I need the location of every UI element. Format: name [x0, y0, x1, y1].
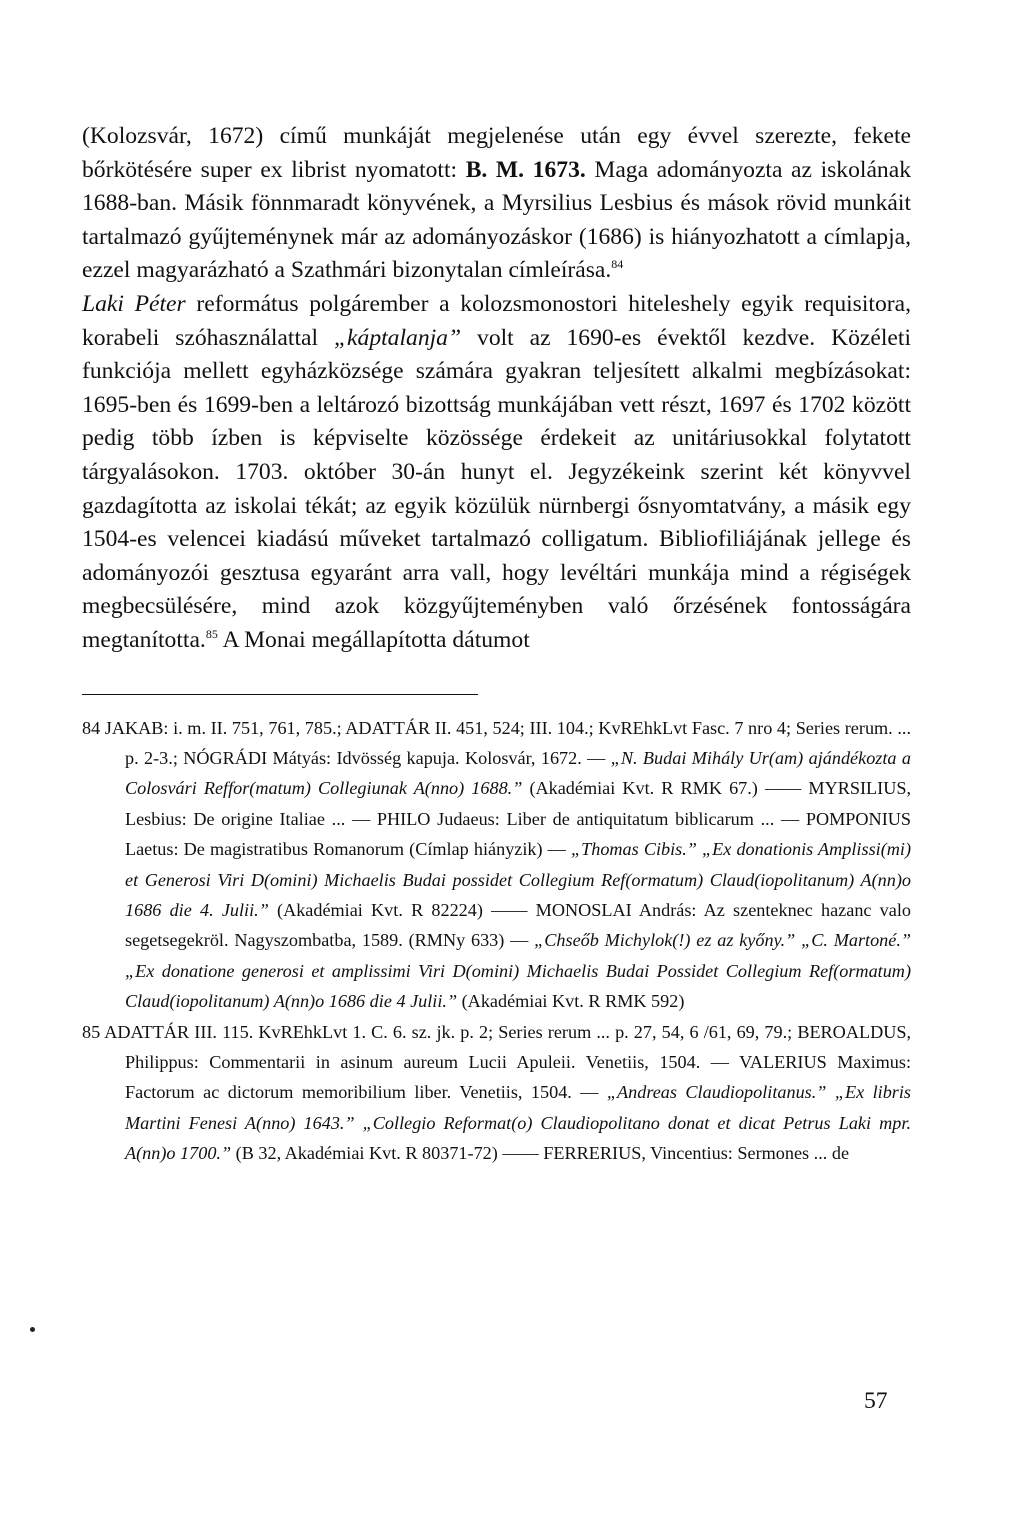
margin-mark: [30, 1327, 35, 1332]
fn84-text-3: (Akadémiai Kvt. R 82224) —— MONOSLAI András: Az szenteknec hazanc valo segetsegekröl. Nagyszombatba, 1589. (RMNy 633) —: [125, 899, 911, 951]
fn84-italic-3: „Chseőb Michylok(!) ez az kyőny.” „C. Martoné.” „Ex donatione generosi et amplissimi Viri D(omini) Michaelis Budai Possidet Collegium Ref(ormatum) Claud(iopolitanum) A(nn)o 1686 die 4 Julii.”: [125, 930, 911, 1012]
fn84-text-2: (Akadémiai Kvt. R RMK 67.) —— MYRSILIUS, Lesbius: De origine Italiae ... — PHILO Judaeus: Liber de antiquitatum biblicarum ... — POMPONIUS Laetus: De magistratibus Romanorum (Címlap hiányzik) —: [125, 778, 912, 860]
page-number: 57: [864, 1388, 888, 1414]
p1-text-a: (Kolozsvár, 1672) című munkáját megjelenése után egy évvel szerezte, fekete bőrkötésére super ex librist nyomatott:: [82, 123, 911, 183]
fn84-text-4: (Akadémiai Kvt. R RMK 592): [457, 991, 685, 1012]
fn85-text-2: (B 32, Akadémiai Kvt. R 80371-72) —— FERRERIUS, Vincentius: Sermones ... de: [231, 1143, 850, 1164]
p1-bold-mark: B. M. 1673.: [465, 156, 586, 183]
footnotes: [82, 713, 911, 1169]
fn85-text-1: 85 ADATTÁR III. 115. KvREhkLvt 1. C. 6. sz. jk. p. 2; Series rerum ... p. 27, 54, 6 /61, 69, 79.; BEROALDUS, Philippus: Commentarii in asinum aureum Lucii Apuleii. Venetiis, 1504. — VALERIUS Maximus: Factorum ac dictorum memoribilium liber. Venetiis, 1504. —: [82, 1021, 911, 1103]
fn85-italic-1: „Andreas Claudiopolitanus.” „Ex libris Martini Fenesi A(nno) 1643.” „Collegio Reformat(o) Claudiopolitano donat et dicat Petrus Laki mpr. A(nn)o 1700.”: [125, 1082, 911, 1164]
p1-text-c: Maga adományozta az iskolának 1688-ban. Másik fönnmaradt könyvének, a Myrsilius Lesbius és mások rövid munkáit tartalmazó gyűjteménynek már az adományozáskor (1686) is hiányozhatott a címlapja, ezzel magyarázható a Szathmári bizonytalan címleírása.: [82, 156, 911, 284]
fn84-italic-1: „N. Budai Mihály Ur(am) ajándékozta a Colosvári Reffor(matum) Collegiunak A(nno) 1688.”: [125, 747, 911, 799]
footnote-ref-84[interactable]: 84: [611, 257, 624, 272]
footnote-separator: [82, 694, 478, 695]
paragraph-2: [82, 288, 911, 658]
footnote-84: [82, 713, 911, 1017]
p2-text-a: református polgárember a kolozsmonostori hiteleshely egyik requisitora, korabeli szóhasználattal: [82, 290, 911, 351]
page-content: [82, 120, 911, 1169]
footnote-85: [82, 1017, 911, 1169]
body-text: [82, 120, 911, 658]
p2-text-c: A Monai megállapította dátumot: [217, 626, 530, 653]
fn84-text-1: 84 JAKAB: i. m. II. 751, 761, 785.; ADATTÁR II. 451, 524; III. 104.; KvREhkLvt Fasc. 7 nro 4; Series rerum. ... p. 2-3.; NÓGRÁDI Mátyás: Idvösség kapuja. Kolosvár, 1672. —: [82, 717, 911, 768]
paragraph-1: [82, 120, 911, 288]
fn84-italic-2: „Thomas Cibis.” „Ex donationis Amplissi(mi) et Generosi Viri D(omini) Michaelis Budai possidet Collegium Ref(ormatum) Claud(iopolitanum) A(nn)o 1686 die 4. Julii.”: [125, 839, 911, 920]
p2-person-name: Laki Péter: [82, 290, 186, 317]
p2-text-b: volt az 1690-es évektől kezdve. Közéleti funkciója mellett egyházközsége számára gyakran teljesített alkalmi megbízásokat: 1695-ben és 1699-ben a leltározó bizottság munkájában vett részt, 1697 és 1702 között pedig több ízben is képviselte közössége érdekeit az unitáriusokkal folytatott tárgyalásokon. 1703. október 30-án hunyt el. Jegyzékeink szerint két könyvvel gazdagította az iskolai tékát; az egyik közülük nürnbergi ősnyomtatvány, a másik egy 1504-es velencei kiadású műveket tartalmazó colligatum. Bibliofiliájának jellege és adományozói gesztusa egyaránt arra vall, hogy levéltári munkája mind a régiségek megbecsülésére, mind azok közgyűjteményben való őrzésének fontosságára megtanította.: [82, 324, 911, 653]
footnote-ref-85[interactable]: 85: [205, 626, 218, 641]
p2-term: „káptalanja”: [333, 324, 462, 351]
